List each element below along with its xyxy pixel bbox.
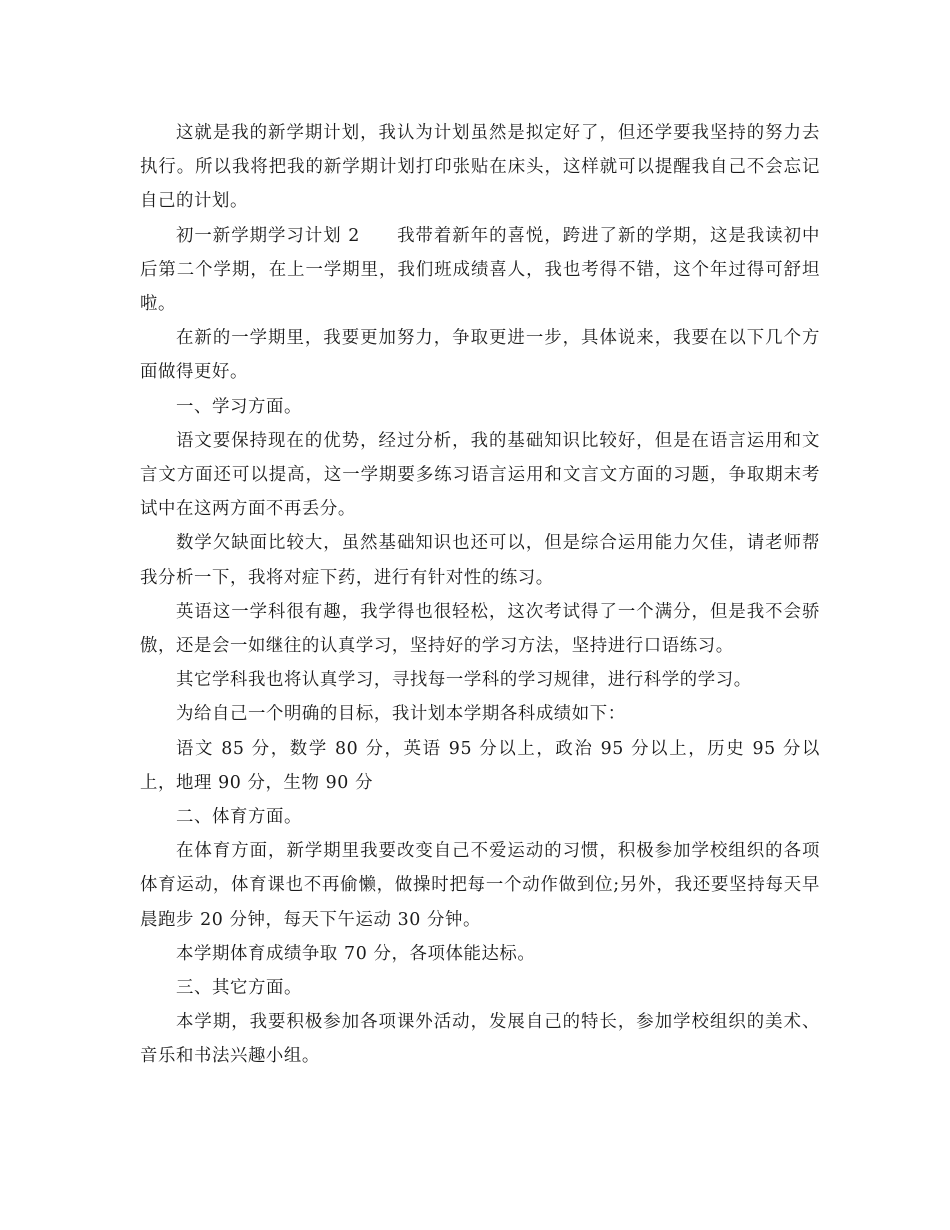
- document-body: [140, 116, 820, 1074]
- paragraph-score-goal-intro: 为给自己一个明确的目标，我计划本学期各科成绩如下：: [176, 704, 626, 725]
- paragraph-chinese: 语文要保持现在的优势，经过分析，我的基础知识比较好，但是在语言运用和文言文方面还可以提高，这一学期要多练习语言运用和文言文方面的习题，争取期末考试中在这两方面不再丢分。: [140, 430, 820, 520]
- paragraph-new-term-goal: 在新的一学期里，我要更加努力，争取更进一步，具体说来，我要在以下几个方面做得更好。: [140, 328, 820, 383]
- paragraph-english: 英语这一学科很有趣，我学得也很轻松，这次考试得了一个满分，但是我不会骄傲，还是会一如继往的认真学习，坚持好的学习方法，坚持进行口语练习。: [140, 601, 820, 657]
- paragraph-score-targets: 语文 85 分，数学 80 分，英语 95 分以上，政治 95 分以上，历史 95 分以上，地理 90 分，生物 90 分: [140, 738, 820, 793]
- paragraph-activities: 本学期，我要积极参加各项课外活动，发展自己的特长，参加学校组织的美术、音乐和书法兴趣小组。: [140, 1012, 820, 1067]
- paragraph-math: 数学欠缺面比较大，虽然基础知识也还可以，但是综合运用能力欠佳，请老师帮我分析一下，我将对症下药，进行有针对性的练习。: [140, 533, 820, 588]
- section-heading-other: 三、其它方面。: [176, 978, 302, 999]
- paragraph-closing-plan: 这就是我的新学期计划，我认为计划虽然是拟定好了，但还学要我坚持的努力去执行。所以我将把我的新学期计划打印张贴在床头，这样就可以提醒我自己不会忘记自己的计划。: [140, 123, 820, 212]
- paragraph-other-subjects: 其它学科我也将认真学习，寻找每一学科的学习规律，进行科学的学习。: [176, 670, 752, 691]
- section-heading-study: 一、学习方面。: [176, 396, 302, 417]
- section-heading-sports: 二、体育方面。: [176, 807, 302, 828]
- paragraph-sports-plan: 在体育方面，新学期里我要改变自己不爱运动的习惯，积极参加学校组织的各项体育运动，体育课也不再偷懒，做操时把每一个动作做到位;另外，我还要坚持每天早晨跑步 20 分钟，每天下午运动 30 分钟。: [140, 841, 820, 930]
- paragraph-sports-score: 本学期体育成绩争取 70 分，各项体能达标。: [176, 943, 536, 964]
- paragraph-plan-2-intro: 初一新学期学习计划 2 我带着新年的喜悦，跨进了新的学期，这是我读初中后第二个学期，在上一学期里，我们班成绩喜人，我也考得不错，这个年过得可舒坦啦。: [140, 225, 820, 315]
